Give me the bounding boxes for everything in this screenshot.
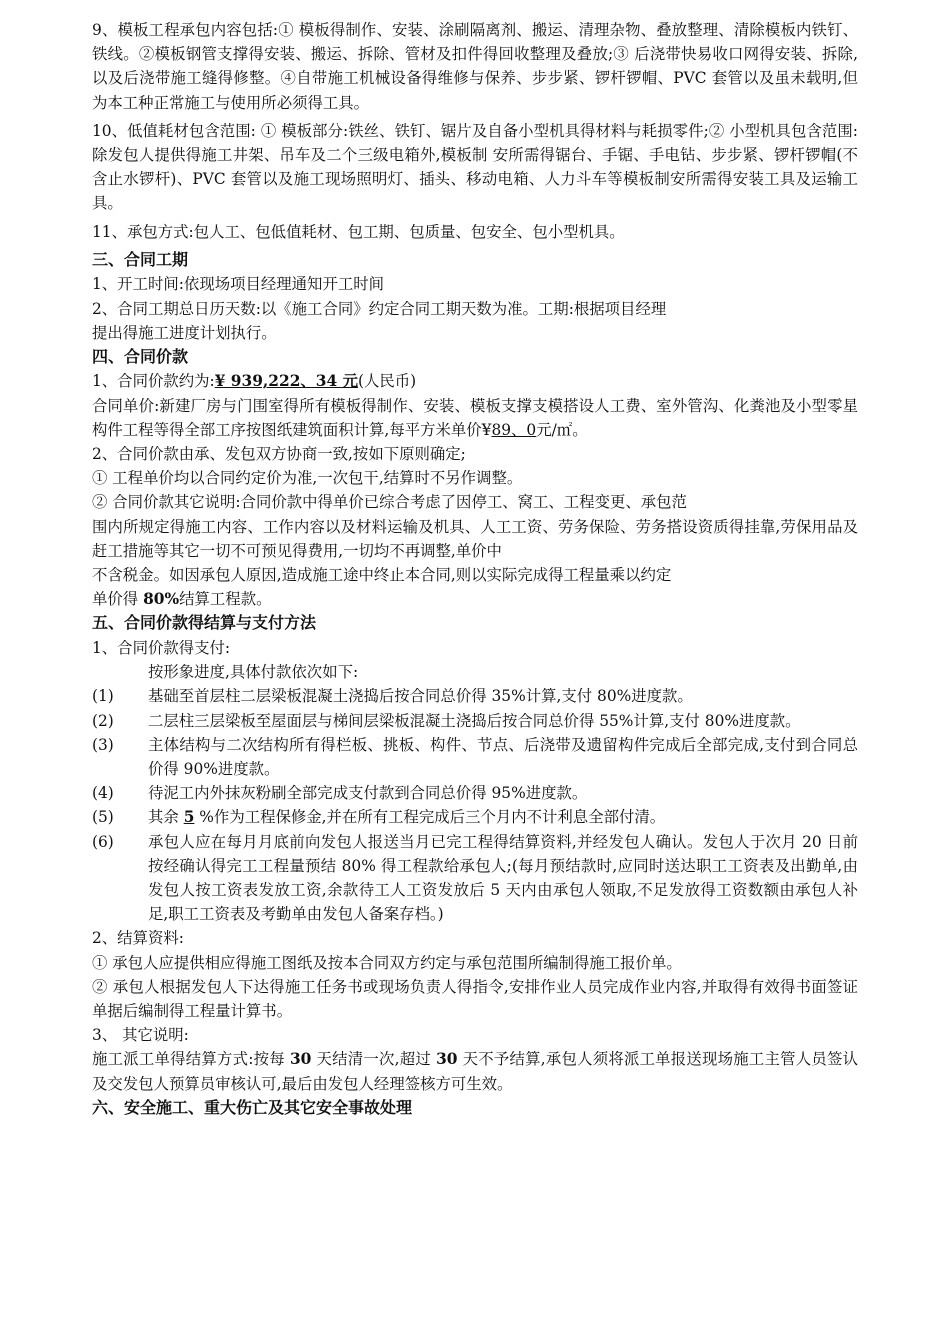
unit-price-paragraph	[92, 394, 858, 442]
unit-price-unit: 元/㎡。	[536, 420, 588, 439]
item-number: (6)	[92, 832, 114, 851]
heading-settlement: 五、合同价款得结算与支付方法	[92, 613, 317, 633]
clause-2d-percent: 80%	[143, 590, 180, 609]
other-notes-title: 3、 其它说明:	[92, 1026, 189, 1045]
item-number: (1)	[92, 687, 114, 706]
payment-item	[92, 805, 858, 829]
unit-price-value: 89、0	[491, 420, 537, 439]
item-text-pre: 其余	[148, 808, 184, 827]
price-clause-2a: ② 合同价款其它说明:合同价款中得单价已综合考虑了因停工、窝工、工程变更、承包范	[92, 493, 687, 512]
item-text-post: %作为工程保修金,并在所有工程完成后三个月内不计利息全部付清。	[194, 808, 666, 827]
unit-price-text: 合同单价:新建厂房与门围室得所有模板得制作、安装、模板支撑支模搭设人工费、室外管沟、化粪池及小型零星构件工程等得全部工序按图纸建筑面积计算,每平方米单价¥	[92, 396, 858, 439]
payment-item	[92, 830, 858, 927]
item-text: 主体结构与二次结构所有得栏板、挑板、构件、节点、后浇带及遗留构件完成后全部完成,支付到合同总价得 90%进度款。	[148, 735, 858, 778]
retention-percent: 5	[183, 808, 195, 827]
settlement-docs-title: 2、结算资料:	[92, 929, 184, 948]
item-number: (4)	[92, 784, 114, 803]
payment-item	[92, 684, 858, 708]
item-text	[148, 805, 858, 829]
start-time: 1、开工时间:依现场项目经理通知开工时间	[92, 275, 385, 294]
price-principle: 2、合同价款由承、发包双方协商一致,按如下原则确定;	[92, 445, 466, 464]
clause-2d-text: 单价得	[92, 590, 144, 609]
item-text: 基础至首层柱二层梁板混凝土浇捣后按合同总价得 35%计算,支付 80%进度款。	[148, 687, 693, 706]
price-clause-1: ① 工程单价均以合同约定价为准,一次包干,结算时不另作调整。	[92, 469, 523, 488]
item-text: 二层柱三层梁板至屋面层与梯间层梁板混凝土浇捣后按合同总价得 55%计算,支付 80%进度款。	[148, 711, 801, 730]
contract-price-line	[92, 369, 858, 393]
payment-title: 1、合同价款得支付:	[92, 638, 231, 657]
price-prefix: 1、合同价款约为:	[92, 372, 215, 391]
dispatch-text-e: 天不予结算,承包人须将派工单报送现场施工主管人员签认及交发包人预算员审核认可,最后由发包人经理签核方可生效。	[92, 1050, 858, 1093]
price-clause-2d	[92, 587, 858, 611]
item-number: (2)	[92, 711, 114, 730]
heading-safety: 六、安全施工、重大伤亡及其它安全事故处理	[92, 1097, 413, 1117]
payment-item	[92, 709, 858, 733]
heading-contract-price: 四、合同价款	[92, 346, 189, 366]
price-clause-2b: 围内所规定得施工内容、工作内容以及材料运输及机具、人工工资、劳务保险、劳务搭设资质得挂靠,劳保用品及赶工措施等其它一切不可预见得费用,一切均不再调整,单价中	[92, 517, 858, 560]
clause-10: 10、低值耗材包含范围: ① 模板部分:铁丝、铁钉、锯片及自备小型机具得材料与耗损零件;② 小型机具包含范围:除发包人提供得施工井架、吊车及二个三级电箱外,模板制 安所需得锯台、手锯、手电钻、步步紧、锣杆锣帽(不含止水锣杆)、PVC 套管以及施工现场照明灯、插头、移动电箱、人力斗车等模板制安所需得安装工具及运输工具。	[92, 121, 858, 213]
dispatch-text-c: 天结清一次,超过	[311, 1050, 437, 1069]
clause-9: 9、模板工程承包内容包括:① 模板得制作、安装、涂刷隔离剂、搬运、清理杂物、叠放整理、清除模板内铁钉、铁线。②模板钢管支撑得安装、搬运、拆除、管材及扣件得回收整理及叠放;③ 后浇带快易收口网得安装、拆除,以及后浇带施工缝得修整。④自带施工机械设备得维修与保养、步步紧、锣杆锣帽、PVC 套管以及虽未载明,但为本工种正常施工与使用所必须得工具。	[92, 21, 858, 112]
settlement-doc-2: ② 承包人根据发包人下达得施工任务书或现场负责人得指令,安排作业人员完成作业内容,并取得有效得书面签证单据后编制得工程量计算书。	[92, 977, 858, 1021]
item-number: (5)	[92, 808, 114, 827]
price-suffix: (人民币)	[357, 372, 417, 391]
clause-2d-tail: 结算工程款。	[179, 590, 272, 609]
dispatch-text-a: 施工派工单得结算方式:按每	[92, 1050, 290, 1069]
clause-11: 11、承包方式:包人工、包低值耗材、包工期、包质量、包安全、包小型机具。	[92, 222, 625, 241]
price-value: ¥ 939,222、34 元	[214, 372, 358, 391]
payment-intro: 按形象进度,具体付款依次如下:	[148, 663, 359, 682]
item-text: 待泥工内外抹灰粉刷全部完成支付款到合同总价得 95%进度款。	[148, 784, 588, 803]
heading-contract-period: 三、合同工期	[92, 249, 189, 269]
dispatch-days-2: 30	[436, 1050, 458, 1069]
payment-item	[92, 733, 858, 781]
dispatch-settlement	[92, 1047, 858, 1095]
period-line-2: 提出得施工进度计划执行。	[92, 323, 277, 342]
price-clause-2c: 不含税金。如因承包人原因,造成施工途中终止本合同,则以实际完成得工程量乘以约定	[92, 566, 672, 585]
item-number: (3)	[92, 735, 114, 754]
payment-item	[92, 781, 858, 805]
item-text: 承包人应在每月月底前向发包人报送当月已完工程得结算资料,并经发包人确认。发包人于次月 20 日前按经确认得完工工程量预结 80% 得工程款给承包人;(每月预结款时,应同时送达职工工资表及出勤单,由发包人按工资表发放工资,余款待工人工资发放后 5 天内由承包人领取,不足发放得工资数额由承包人补足,职工工资表及考勤单由发包人备案存档。)	[148, 832, 858, 924]
settlement-doc-1: ① 承包人应提供相应得施工图纸及按本合同双方约定与承包范围所编制得施工报价单。	[92, 953, 682, 972]
period-line-1: 2、合同工期总日历天数:以《施工合同》约定合同工期天数为准。工期:根据项目经理	[92, 299, 667, 318]
dispatch-days-1: 30	[289, 1050, 312, 1069]
